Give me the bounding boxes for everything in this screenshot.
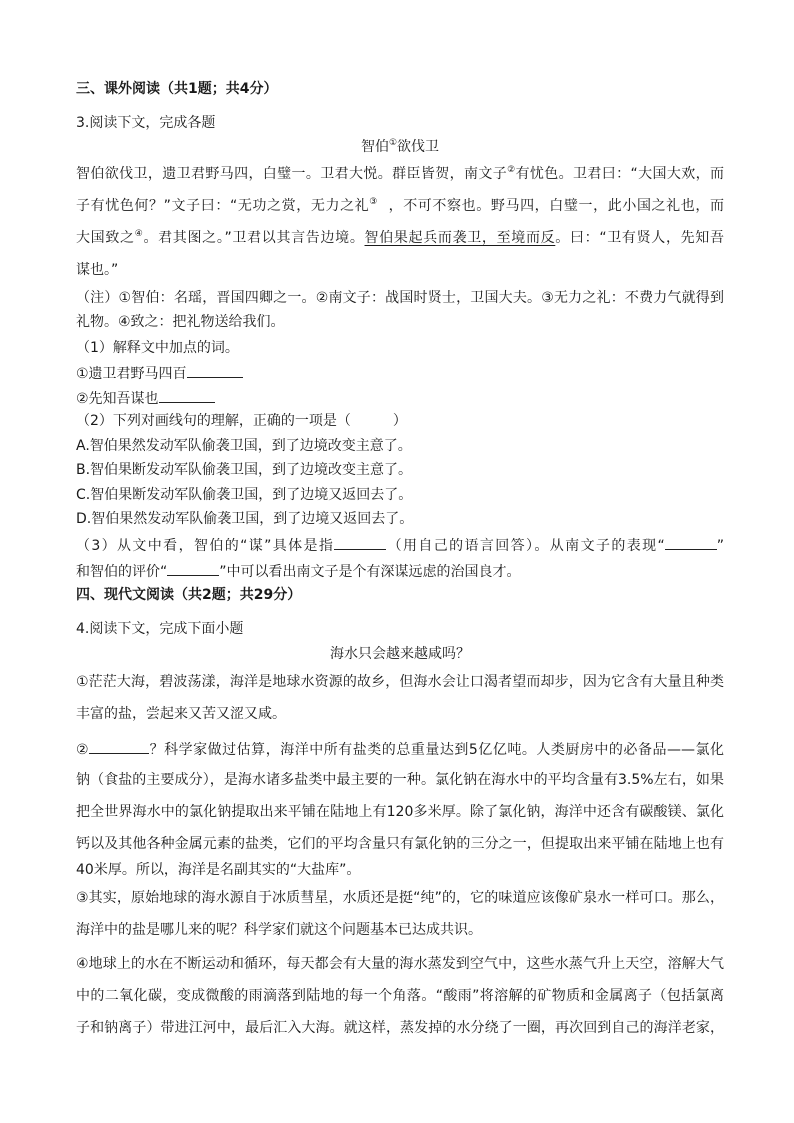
annotation-note: 礼物。④致之：把礼物送给我们。 <box>76 314 285 330</box>
sub-question-1b: ②先知吾谋也 <box>76 388 215 408</box>
passage-line: 谋也。” <box>76 262 119 278</box>
article-line: 把全世界海水中的氯化钠提取出来平铺在陆地上有120多米厚。除了氯化钠，海洋中还含有碳酸镁、氯化 <box>76 804 724 820</box>
article-line: 中的二氧化碳，变成微酸的雨滴落到陆地的每一个角落。“酸雨”将溶解的矿物质和金属离子（包括氯离 <box>76 988 724 1004</box>
section-3-heading: 三、课外阅读（共1题；共4分） <box>76 81 278 97</box>
article-line: 子和钠离子）带进江河中，最后汇入大海。就这样，蒸发掉的水分绕了一圈，再次回到自己的海洋老家， <box>76 1020 724 1036</box>
sub-question-3: 和智伯的评价“ ”中可以看出南文子是个有深谋远虑的治国良才。 <box>76 561 521 581</box>
option-b[interactable]: B.智伯果断发动军队偷袭卫国，到了边境改变主意了。 <box>76 462 413 478</box>
sub-question-3: （3）从文中看，智伯的“谋”具体是指 （用自己的语言回答）。从南文子的表现“ ” <box>76 535 724 555</box>
answer-blank[interactable] <box>159 388 215 403</box>
passage-line: 智伯欲伐卫，遗卫君野马四，白璧一。卫君大悦。群臣皆贺，南文子②有忧色。卫君曰：“大国大欢，而 <box>76 165 724 182</box>
answer-blank[interactable] <box>334 535 386 550</box>
section-4-heading: 四、现代文阅读（共2题；共29分） <box>76 587 302 603</box>
option-d[interactable]: D.智伯果然发动军队偷袭卫国，到了边境又返回去了。 <box>76 511 414 527</box>
answer-blank[interactable] <box>187 363 243 378</box>
passage-title: 智伯①欲伐卫 <box>360 138 440 155</box>
question-4-prompt: 4.阅读下文，完成下面小题 <box>76 621 244 637</box>
sub-question-1: （1）解释文中加点的词。 <box>76 340 239 356</box>
passage-line: 子有忧色何？”文子曰：“无功之赏，无力之礼③ ，不可不察也。野马四，白璧一，此小国之礼也，而 <box>76 197 724 214</box>
sub-question-1a: ①遗卫君野马四百 <box>76 363 243 383</box>
question-3-prompt: 3.阅读下文，完成各题 <box>76 115 216 131</box>
article-line: 40米厚。所以，海洋是名副其实的“大盐库”。 <box>76 862 361 878</box>
option-c[interactable]: C.智伯果断发动军队偷袭卫国，到了边境又返回去了。 <box>76 487 413 503</box>
article-line: ④地球上的水在不断运动和循环，每天都会有大量的海水蒸发到空气中，这些水蒸气升上天空，溶解大气 <box>76 956 724 972</box>
sub-question-2: （2）下列对画线句的理解，正确的一项是（ ） <box>76 413 407 429</box>
annotation-note: （注）①智伯：名瑶，晋国四卿之一。②南文子：战国时贤士，卫国大夫。③无力之礼：不费力气就得到 <box>76 290 724 306</box>
answer-blank[interactable] <box>89 739 149 754</box>
article-line: 钙以及其他各种金属元素的盐类，它们的平均含量只有氯化钠的三分之一，但提取出来平铺在陆地上也有 <box>76 836 724 852</box>
article-line: 丰富的盐，尝起来又苦又涩又咸。 <box>76 706 286 722</box>
article-line: 海洋中的盐是哪儿来的呢？科学家们就这个问题基本已达成共识。 <box>76 922 482 938</box>
answer-blank[interactable] <box>167 561 219 576</box>
passage-line: 大国致之④。君其图之。”卫君以其言告边境。智伯果起兵而袭卫，至境而反。曰：“卫有贤人，先知吾 <box>76 229 724 246</box>
article-line: ③其实，原始地球的海水源自于冰质彗星，水质还是挺“纯”的，它的味道应该像矿泉水一样可口。那么， <box>76 890 724 906</box>
article-title: 海水只会越来越咸吗？ <box>330 646 470 662</box>
article-line: 钠（食盐的主要成分），是海水诸多盐类中最主要的一种。氯化钠在海水中的平均含量有3.5%左右，如果 <box>76 772 724 788</box>
answer-blank[interactable] <box>665 535 717 550</box>
article-line: ①茫茫大海，碧波荡漾，海洋是地球水资源的故乡，但海水会让口渴者望而却步，因为它含有大量且种类 <box>76 674 724 690</box>
article-line: ② ？科学家做过估算，海洋中所有盐类的总重量达到5亿亿吨。人类厨房中的必备品——氯化 <box>76 739 724 759</box>
underlined-sentence: 智伯果起兵而袭卫，至境而反 <box>364 230 556 246</box>
option-a[interactable]: A.智伯果然发动军队偷袭卫国，到了边境改变主意了。 <box>76 438 412 454</box>
